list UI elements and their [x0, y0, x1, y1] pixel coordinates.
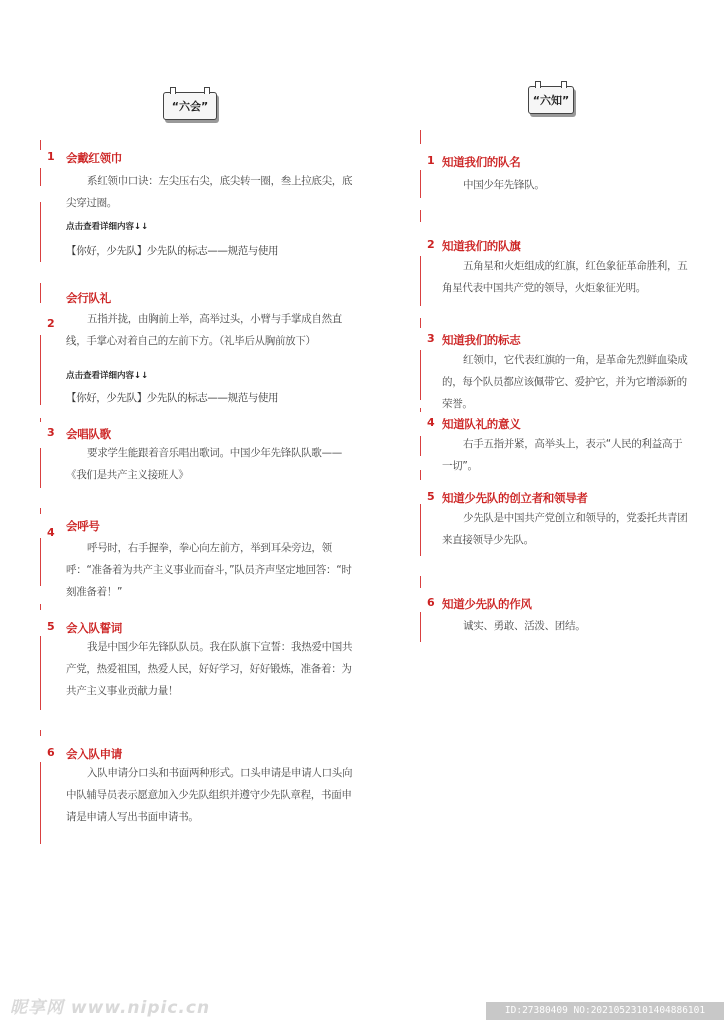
details-link[interactable]: 【你好，少先队】少先队的标志——规范与使用: [66, 245, 279, 257]
section-bar: [420, 318, 421, 328]
section-bar: [40, 508, 41, 514]
liuzhi-section-5: [420, 470, 700, 560]
section-bar: [420, 210, 421, 222]
section-title: 会戴红领巾: [66, 151, 122, 165]
section-body: 要求学生能跟着音乐唱出歌词。中国少年先锋队队歌——《我们是共产主义接班人》: [66, 447, 342, 481]
liuhui-section-1: [40, 140, 360, 265]
section-number: 1: [47, 150, 55, 163]
section-bar: [40, 418, 41, 422]
liuhui-section-3: [40, 418, 360, 493]
section-number: 5: [427, 490, 435, 503]
liuzhi-heading-tag: [528, 86, 574, 114]
section-number: 4: [427, 416, 435, 429]
liuhui-section-5: [40, 604, 360, 714]
section-number: 6: [47, 746, 55, 759]
section-number: 1: [427, 154, 435, 167]
section-title: 知道我们的队旗: [442, 239, 521, 253]
section-number: 2: [47, 317, 55, 330]
section-bar: [40, 283, 41, 303]
section-title: 知道少先队的创立者和领导者: [442, 491, 588, 505]
section-bar: [420, 130, 421, 144]
section-bar: [420, 256, 421, 306]
section-bar: [420, 350, 421, 400]
liuzhi-section-1: [420, 130, 700, 200]
section-title: 会行队礼: [66, 291, 111, 305]
section-bar: [420, 504, 421, 556]
section-body: 呼号时，右手握拳，拳心向左前方，举到耳朵旁边，领呼：“准备着为共产主义事业而奋斗，”队员齐声坚定地回答：“时刻准备着！”: [66, 542, 352, 598]
site-watermark: 昵享网 www.nipic.cn: [10, 998, 211, 1018]
section-bar: [420, 436, 421, 456]
section-number: 6: [427, 596, 435, 609]
section-bar: [40, 202, 41, 262]
section-body: 五指并拢，由胸前上举，高举过头，小臂与手掌成自然直线，手掌心对着自己的左前下方。（礼毕后从胸前放下）: [66, 313, 342, 347]
section-title: 知道我们的标志: [442, 333, 521, 347]
section-title: 会入队誓词: [66, 621, 122, 635]
section-title: 会唱队歌: [66, 427, 111, 441]
section-body: 入队申请分口头和书面两种形式。口头申请是申请人口头向中队辅导员表示愿意加入少先队组织并遵守少先队章程，书面申请是申请人写出书面申请书。: [66, 767, 353, 823]
section-body: 中国少年先锋队。: [463, 179, 545, 191]
section-title: 知道我们的队名: [442, 155, 521, 169]
section-body: 系红领巾口诀：左尖压右尖，底尖转一圈，叁上拉底尖，底尖穿过圈。: [66, 175, 353, 209]
section-bar: [40, 636, 41, 710]
section-bar: [40, 604, 41, 610]
section-bar: [40, 335, 41, 405]
section-bar: [420, 408, 421, 412]
details-link[interactable]: 【你好，少先队】少先队的标志——规范与使用: [66, 392, 279, 404]
section-bar: [420, 470, 421, 480]
section-body: 我是中国少年先锋队队员。我在队旗下宣誓：我热爱中国共产党，热爱祖国，热爱人民，好好学习，好好锻炼，准备着：为共产主义事业贡献力量！: [66, 641, 353, 697]
section-body: 右手五指并紧，高举头上，表示“人民的利益高于一切”。: [442, 438, 683, 472]
liuzhi-heading: “六知”: [532, 94, 570, 107]
liuhui-section-6: [40, 730, 360, 845]
section-bar: [40, 140, 41, 150]
liuhui-section-4: [40, 508, 360, 598]
section-number: 4: [47, 526, 55, 539]
section-bar: [420, 170, 421, 198]
section-body: 诚实、勇敢、活泼、团结。: [463, 620, 586, 632]
liuzhi-section-2: [420, 210, 700, 310]
liuzhi-section-6: [420, 576, 700, 646]
section-number: 2: [427, 238, 435, 251]
section-title: 知道队礼的意义: [442, 417, 521, 431]
section-number: 3: [427, 332, 435, 345]
section-bar: [40, 168, 41, 186]
section-bar: [40, 762, 41, 844]
section-body: 红领巾，它代表红旗的一角，是革命先烈鲜血染成的，每个队员都应该佩带它、爱护它，并为它增添新的荣誉。: [442, 354, 688, 410]
section-bar: [40, 538, 41, 586]
section-title: 会呼号: [66, 519, 100, 533]
section-number: 3: [47, 426, 55, 439]
section-bar: [420, 576, 421, 588]
section-bar: [40, 730, 41, 736]
section-body: 少先队是中国共产党创立和领导的，党委托共青团来直接领导少先队。: [442, 512, 688, 546]
view-details-label: 点击查看详细内容↓↓: [66, 371, 149, 381]
liuhui-heading: “六会”: [171, 100, 209, 113]
section-body: 五角星和火炬组成的红旗，红色象征革命胜利，五角星代表中国共产党的领导，火炬象征光明。: [442, 260, 688, 294]
section-bar: [420, 612, 421, 642]
section-bar: [40, 448, 41, 488]
liuhui-heading-tag: [163, 92, 217, 120]
liuzhi-section-4: [420, 408, 700, 472]
liuhui-section-2: [40, 283, 360, 408]
liuzhi-section-3: [420, 318, 700, 410]
view-details-label: 点击查看详细内容↓↓: [66, 222, 149, 232]
section-number: 5: [47, 620, 55, 633]
section-title: 知道少先队的作风: [442, 597, 532, 611]
image-id-watermark: ID:27380409 NO:20210523101404886101: [486, 1002, 724, 1020]
section-title: 会入队申请: [66, 747, 122, 761]
